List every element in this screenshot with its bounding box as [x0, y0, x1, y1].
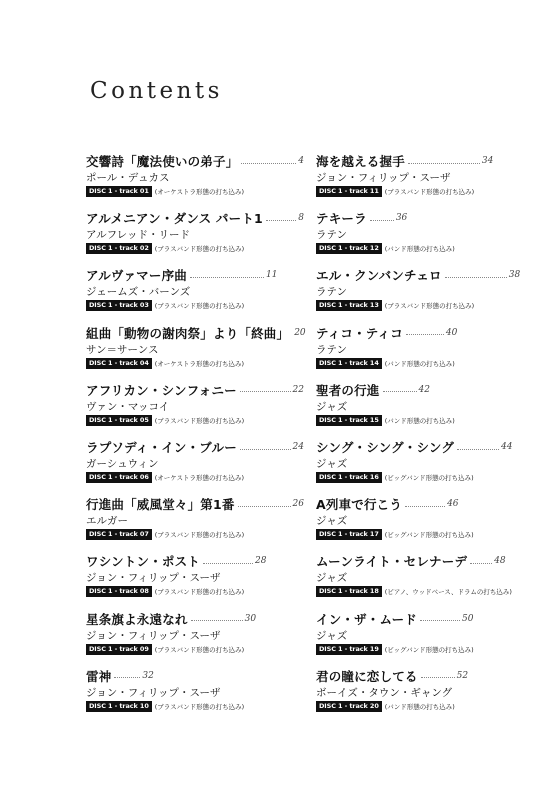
- track-badge: DISC 1 - track 04: [86, 358, 152, 369]
- track-line: [316, 586, 534, 597]
- artist-name: ジャズ: [316, 515, 348, 528]
- arrangement-note: (ピアノ、ウッドベース、ドラムの打ち込み): [384, 588, 512, 597]
- leader-dots: [406, 334, 444, 335]
- song-title: テキーラ: [316, 211, 367, 227]
- arrangement-note: (バンド形態の打ち込み): [384, 416, 455, 425]
- toc-title-line: [316, 153, 534, 169]
- track-badge: DISC 1 - track 10: [86, 701, 152, 712]
- page-number: 36: [395, 213, 408, 224]
- leader-dots: [421, 677, 455, 678]
- track-line: [316, 701, 534, 712]
- toc-entry: [316, 439, 534, 495]
- leader-dots: [203, 563, 253, 564]
- song-title: アルメニアン・ダンス パート1: [86, 211, 263, 227]
- track-badge: DISC 1 - track 03: [86, 300, 152, 311]
- arrangement-note: (ブラスバンド形態の打ち込み): [154, 588, 245, 597]
- toc-title-line: [316, 668, 534, 684]
- toc-entry: [86, 668, 304, 724]
- track-line: [316, 644, 534, 655]
- artist-name: ラテン: [316, 286, 347, 299]
- track-badge: DISC 1 - track 07: [86, 529, 152, 540]
- artist-name: ジェームズ・バーンズ: [86, 286, 191, 299]
- toc-entry: [86, 267, 304, 323]
- track-badge: DISC 1 - track 05: [86, 415, 152, 426]
- toc-title-line: [86, 611, 304, 627]
- song-title: アフリカン・シンフォニー: [86, 382, 237, 398]
- song-title: エル・クンバンチェロ: [316, 268, 442, 284]
- toc-title-line: [86, 210, 304, 226]
- artist-name: ジャズ: [316, 572, 348, 585]
- page-number: 28: [255, 556, 267, 567]
- artist-name: ジャズ: [316, 458, 348, 470]
- toc-title-line: [316, 210, 534, 226]
- arrangement-note: (バンド形態の打ち込み): [384, 245, 455, 254]
- track-badge: DISC 1 - track 15: [316, 415, 382, 426]
- song-title: 行進曲「威風堂々」第1番: [86, 497, 235, 513]
- song-title: ラプソディ・イン・ブルー: [86, 440, 237, 455]
- toc-title-line: [316, 382, 534, 398]
- track-line: [86, 300, 304, 311]
- toc-entry: [86, 325, 304, 381]
- leader-dots: [383, 391, 417, 392]
- toc-title-line: [86, 382, 304, 398]
- toc-entry: [86, 210, 304, 266]
- song-title: 組曲「動物の謝肉祭」より「終曲」: [86, 325, 290, 341]
- song-title: 交響詩「魔法使いの弟子」: [86, 154, 239, 169]
- toc-entry: [316, 153, 534, 209]
- arrangement-note: (ブラスバンド形態の打ち込み): [154, 702, 245, 711]
- track-line: [316, 415, 534, 426]
- page-number: 26: [292, 499, 304, 510]
- leader-dots: [191, 620, 243, 621]
- toc-title-line: [86, 496, 304, 512]
- page-number: 50: [461, 613, 474, 624]
- page-number: 38: [508, 270, 521, 281]
- track-line: [86, 243, 304, 254]
- toc-entry: [316, 210, 534, 266]
- page-number: 30: [244, 613, 257, 624]
- leader-dots: [457, 449, 499, 450]
- toc-entry: [86, 496, 304, 552]
- song-title: 聖者の行進: [316, 382, 380, 398]
- leader-dots: [408, 163, 480, 164]
- page-number: 44: [501, 442, 513, 452]
- leader-dots: [420, 620, 460, 621]
- leader-dots: [238, 506, 291, 507]
- toc-entry: [86, 439, 304, 495]
- track-badge: DISC 1 - track 14: [316, 358, 382, 369]
- track-line: [86, 415, 304, 426]
- artist-name: ジャズ: [316, 400, 348, 413]
- track-line: [316, 472, 534, 483]
- leader-dots: [114, 677, 140, 678]
- page-number: 46: [447, 499, 459, 510]
- page-number: 20: [294, 327, 306, 338]
- page-number: 11: [265, 270, 278, 281]
- toc-entry: [316, 668, 534, 724]
- song-title: 君の瞳に恋してる: [316, 668, 418, 684]
- toc-entry: [316, 496, 534, 552]
- toc-title-line: [86, 553, 304, 569]
- track-badge: DISC 1 - track 02: [86, 243, 152, 254]
- page-number: 24: [292, 442, 304, 452]
- toc-title-line: [316, 439, 534, 455]
- track-badge: DISC 1 - track 19: [316, 644, 382, 655]
- artist-name: ジョン・フィリップ・スーザ: [316, 172, 451, 184]
- leader-dots: [241, 163, 296, 164]
- page-number: 22: [292, 384, 304, 395]
- toc-entry: [316, 325, 534, 381]
- arrangement-note: (ビッグバンド形態の打ち込み): [384, 531, 474, 540]
- song-title: 星条旗よ永遠なれ: [86, 611, 188, 627]
- leader-dots: [370, 220, 394, 221]
- track-line: [86, 701, 304, 712]
- toc-entry: [316, 382, 534, 438]
- page-number: 48: [494, 556, 506, 567]
- artist-name: エルガー: [86, 515, 128, 528]
- leader-dots: [470, 563, 492, 564]
- toc-title-line: [86, 153, 304, 169]
- track-badge: DISC 1 - track 18: [316, 586, 382, 597]
- track-line: [316, 529, 534, 540]
- song-title: ワシントン・ポスト: [86, 554, 200, 570]
- artist-name: アルフレッド・リード: [86, 229, 191, 242]
- arrangement-note: (ブラスバンド形態の打ち込み): [154, 645, 245, 654]
- arrangement-note: (ブラスバンド形態の打ち込み): [154, 245, 245, 254]
- arrangement-note: (バンド形態の打ち込み): [384, 359, 455, 368]
- toc-entry: [86, 611, 304, 667]
- arrangement-note: (オーケストラ形態の打ち込み): [154, 359, 245, 368]
- toc-title-line: [316, 325, 534, 341]
- arrangement-note: (ビッグバンド形態の打ち込み): [384, 645, 474, 654]
- track-badge: DISC 1 - track 12: [316, 243, 382, 254]
- song-title: 海を越える握手: [316, 154, 405, 169]
- arrangement-note: (ブラスバンド形態の打ち込み): [154, 302, 245, 311]
- arrangement-note: (ブラスバンド形態の打ち込み): [384, 302, 475, 311]
- track-line: [86, 358, 304, 369]
- song-title: イン・ザ・ムード: [316, 611, 417, 627]
- leader-dots: [240, 449, 291, 450]
- arrangement-note: (バンド形態の打ち込み): [384, 702, 455, 711]
- artist-name: ジャズ: [316, 629, 348, 642]
- arrangement-note: (ブラスバンド形態の打ち込み): [154, 416, 245, 425]
- leader-dots: [266, 220, 296, 221]
- artist-name: ヴァン・マッコイ: [86, 400, 170, 413]
- song-title: アルヴァマー序曲: [86, 268, 187, 284]
- artist-name: ジョン・フィリップ・スーザ: [86, 572, 221, 585]
- track-line: [86, 586, 304, 597]
- arrangement-note: (ビッグバンド形態の打ち込み): [384, 474, 474, 482]
- track-line: [316, 186, 534, 197]
- page-title: Contents: [90, 78, 223, 104]
- song-title: ティコ・ティコ: [316, 325, 403, 341]
- page-number: 52: [456, 670, 469, 681]
- toc-entry: [86, 553, 304, 609]
- arrangement-note: (ブラスバンド形態の打ち込み): [384, 188, 475, 196]
- track-badge: DISC 1 - track 13: [316, 300, 382, 311]
- artist-name: ジョン・フィリップ・スーザ: [86, 686, 221, 699]
- toc-title-line: [316, 496, 534, 512]
- leader-dots: [445, 277, 507, 278]
- track-line: [86, 186, 304, 197]
- toc-entry: [316, 553, 534, 609]
- leader-dots: [190, 277, 264, 278]
- track-badge: DISC 1 - track 16: [316, 472, 382, 483]
- song-title: ムーンライト・セレナーデ: [316, 554, 468, 570]
- toc-entry: [316, 267, 534, 323]
- track-line: [316, 300, 534, 311]
- toc-title-line: [86, 439, 304, 455]
- track-line: [316, 358, 534, 369]
- toc-title-line: [86, 325, 304, 341]
- track-line: [316, 243, 534, 254]
- toc-title-line: [86, 267, 304, 283]
- toc-entry: [86, 382, 304, 438]
- toc-title-line: [86, 668, 304, 684]
- artist-name: ボーイズ・タウン・ギャング: [316, 686, 453, 699]
- artist-name: ジョン・フィリップ・スーザ: [86, 629, 221, 642]
- toc-entry: [86, 153, 304, 209]
- track-badge: DISC 1 - track 11: [316, 186, 382, 197]
- track-badge: DISC 1 - track 09: [86, 644, 152, 655]
- toc-title-line: [316, 611, 534, 627]
- song-title: シング・シング・シング: [316, 440, 455, 455]
- page-number: 8: [298, 213, 304, 224]
- arrangement-note: (ブラスバンド形態の打ち込み): [154, 531, 245, 540]
- track-badge: DISC 1 - track 06: [86, 472, 152, 483]
- artist-name: ガーシュウィン: [86, 458, 159, 470]
- toc-title-line: [316, 267, 534, 283]
- page-number: 34: [481, 156, 494, 166]
- leader-dots: [405, 506, 445, 507]
- page-number: 42: [418, 384, 430, 395]
- track-line: [86, 644, 304, 655]
- track-badge: DISC 1 - track 20: [316, 701, 382, 712]
- track-badge: DISC 1 - track 17: [316, 529, 382, 540]
- track-line: [86, 472, 304, 483]
- track-badge: DISC 1 - track 01: [86, 186, 152, 197]
- artist-name: ラテン: [316, 229, 347, 242]
- song-title: 雷神: [86, 668, 112, 684]
- page-number: 4: [298, 156, 304, 166]
- track-badge: DISC 1 - track 08: [86, 586, 152, 597]
- arrangement-note: (オーケストラ形態の打ち込み): [154, 188, 245, 196]
- toc-entry: [316, 611, 534, 667]
- artist-name: サン＝サーンス: [86, 343, 159, 356]
- artist-name: ラテン: [316, 343, 347, 356]
- arrangement-note: (オーケストラ形態の打ち込み): [154, 474, 245, 482]
- page-number: 40: [445, 327, 458, 338]
- song-title: A列車で行こう: [316, 497, 403, 513]
- page-number: 32: [142, 670, 154, 681]
- track-line: [86, 529, 304, 540]
- toc-title-line: [316, 553, 534, 569]
- leader-dots: [240, 391, 291, 392]
- artist-name: ポール・デュカス: [86, 172, 170, 184]
